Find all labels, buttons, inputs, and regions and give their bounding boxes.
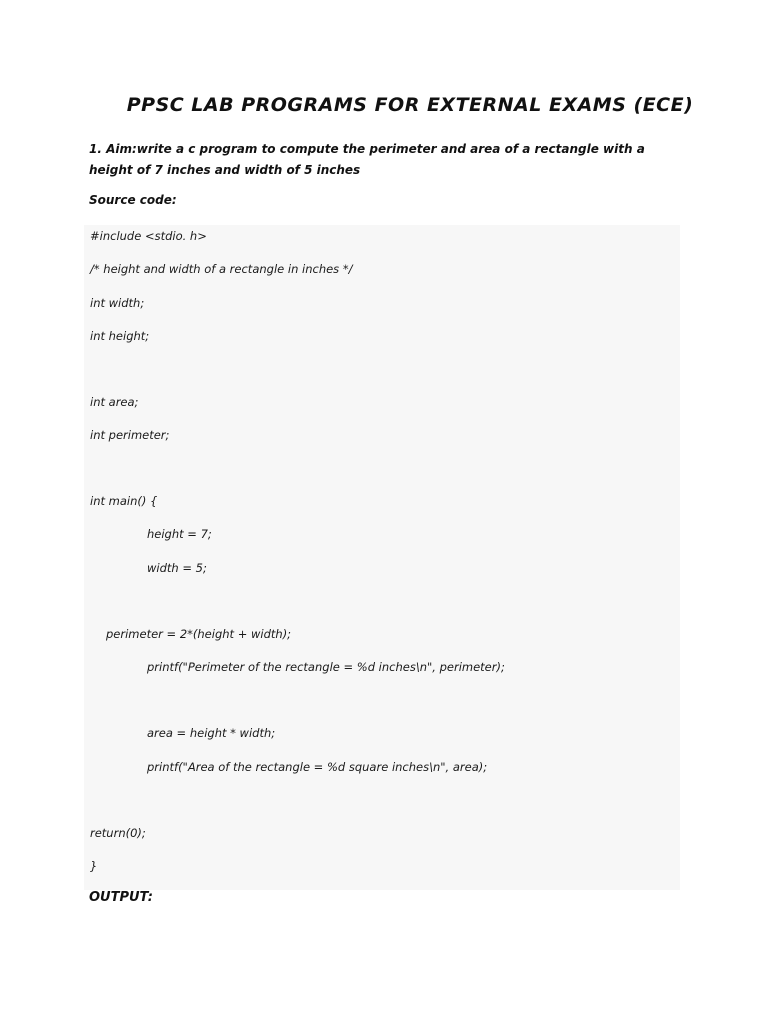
- code-line: int height;: [90, 329, 150, 343]
- code-line: int main() {: [90, 494, 158, 508]
- source-code-label: Source code:: [89, 193, 177, 207]
- code-line: #include <stdio. h>: [90, 229, 207, 243]
- code-line: return(0);: [90, 826, 146, 840]
- code-line: area = height * width;: [147, 726, 276, 740]
- code-line: perimeter = 2*(height + width);: [106, 627, 292, 641]
- code-line: /* height and width of a rectangle in inches */: [90, 262, 353, 276]
- code-line: width = 5;: [147, 561, 207, 575]
- code-line: int width;: [90, 296, 145, 310]
- code-line: int perimeter;: [90, 428, 170, 442]
- code-line: }: [90, 859, 98, 873]
- code-line: int area;: [90, 395, 139, 409]
- code-line: height = 7;: [147, 527, 212, 541]
- code-line: printf("Perimeter of the rectangle = %d inches\n", perimeter);: [147, 660, 505, 674]
- code-line: printf("Area of the rectangle = %d square inches\n", area);: [147, 760, 488, 774]
- aim-paragraph: 1. Aim:write a c program to compute the perimeter and area of a rectangle with a height of 7 inches and width of 5 inches: [89, 142, 645, 177]
- output-label: OUTPUT:: [89, 890, 153, 905]
- code-block: [84, 225, 680, 890]
- page-title: PPSC LAB PROGRAMS FOR EXTERNAL EXAMS (ECE): [126, 94, 694, 116]
